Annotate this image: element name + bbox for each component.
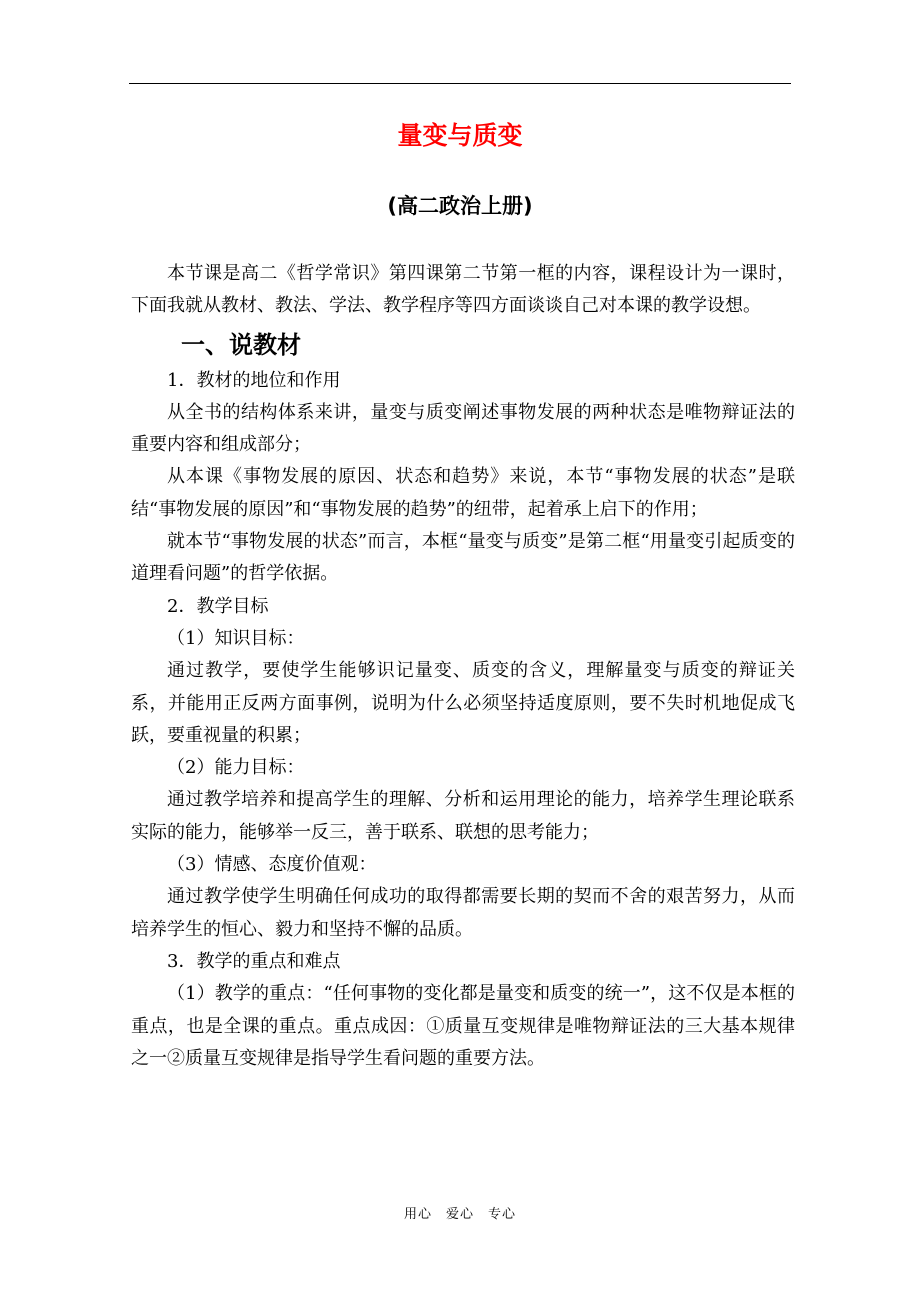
body-paragraph: 通过教学培养和提高学生的理解、分析和运用理论的能力，培养学生理论联系实际的能力，能够举一反三，善于联系、联想的思考能力；	[131, 789, 795, 843]
body-paragraph: 通过教学使学生明确任何成功的取得都需要长期的契而不舍的艰苦努力，从而培养学生的恒心、毅力和坚持不懈的品质。	[131, 886, 795, 940]
header-rule	[129, 83, 791, 84]
body-paragraph: 就本节“事物发展的状态”而言，本框“量变与质变”是第二框“用量变引起质变的道理看问题”的哲学依据。	[131, 531, 795, 585]
body-paragraph: （1）教学的重点：“任何事物的变化都是量变和质变的统一”，这不仅是本框的重点，也是全课的重点。重点成因：①质量互变规律是唯物辩证法的三大基本规律之一②质量互变规律是指导学生看问题的重要方法。	[131, 983, 795, 1069]
document-subtitle: (高二政治上册)	[387, 194, 533, 218]
document-body	[131, 258, 795, 1075]
subsection-title: 3．教学的重点和难点	[167, 950, 341, 972]
goal-title: （1）知识目标：	[167, 627, 305, 649]
intro-paragraph: 本节课是高二《哲学常识》第四课第二节第一框的内容，课程设计为一课时，下面我就从教材、教法、学法、教学程序等四方面谈谈自己对本课的教学设想。	[131, 263, 795, 317]
body-paragraph: 从全书的结构体系来讲，量变与质变阐述事物发展的两种状态是唯物辩证法的重要内容和组成部分；	[131, 401, 795, 456]
body-paragraph: 从本课《事物发展的原因、状态和趋势》来说，本节“事物发展的状态”是联结“事物发展的原因”和“事物发展的趋势”的纽带，起着承上启下的作用；	[131, 466, 795, 520]
goal-title: （3）情感、态度价值观：	[167, 854, 377, 876]
document-title: 量变与质变	[397, 121, 523, 150]
goal-title: （2）能力目标：	[167, 757, 305, 779]
section-heading: 一、说教材	[181, 330, 301, 359]
subsection-title: 2．教学目标	[167, 595, 269, 617]
body-paragraph: 通过教学，要使学生能够识记量变、质变的含义，理解量变与质变的辩证关系，并能用正反两方面事例，说明为什么必须坚持适度原则，要不失时机地促成飞跃，要重视量的积累；	[131, 660, 795, 746]
page-footer: 用心 爱心 专心	[403, 1207, 516, 1222]
subsection-title: 1．教材的地位和作用	[167, 369, 341, 391]
